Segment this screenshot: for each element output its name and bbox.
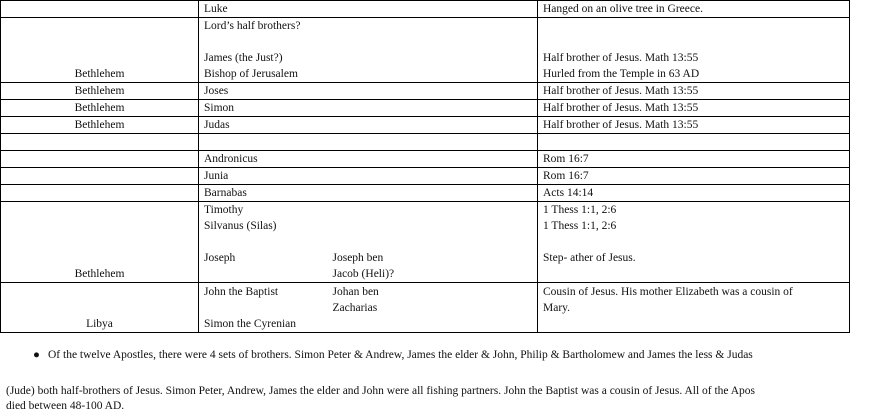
alt-name-cell [328,134,538,151]
table-row [1,283,850,333]
name-line [204,266,328,282]
note-line: Hanged on an olive tree in Greece. [543,3,703,15]
name-cell [199,83,328,100]
table-row [1,151,850,168]
name-cell [199,202,328,283]
note-cell [538,117,850,134]
name-line: Bishop of Jerusalem [204,68,298,80]
apostles-bullet [0,347,880,363]
alt-name-line: Jacob (Heli)? [332,268,395,280]
name-line: Joses [204,85,229,97]
note-line: Half brother of Jesus. Math 13:55 [543,119,699,131]
table-row [1,83,850,100]
name-cell [199,1,328,18]
table-row [1,18,850,83]
note-cell [538,283,850,333]
note-line [543,34,849,50]
paragraph-line: died between 48-100 AD. [6,400,125,412]
alt-name-cell [328,151,538,168]
name-line [204,134,328,150]
alt-name-line [333,202,538,218]
name-line [204,234,328,250]
alt-name-cell [328,83,538,100]
note-line: Rom 16:7 [543,170,589,182]
note-line [543,234,849,250]
alt-name-cell [328,283,538,333]
place-cell [1,185,199,202]
name-line: Luke [204,3,228,15]
alt-name-cell [328,117,538,134]
name-cell [199,100,328,117]
place-label: Bethlehem [74,102,125,114]
place-cell [1,83,199,100]
bullet-icon: ● [33,349,40,361]
place-label: Bethlehem [74,85,125,97]
note-line: Step- ather of Jesus. [543,252,636,264]
place-label: Bethlehem [74,268,125,280]
note-cell [538,168,850,185]
name-line: Judas [204,119,230,131]
alt-name-line: Joseph ben [332,252,384,264]
name-line: Lord’s half brothers? [204,20,301,32]
place-cell [1,202,199,283]
alt-name-cell [328,202,538,283]
note-cell [538,185,850,202]
table-row [1,117,850,134]
alt-name-line: Johan ben [332,286,379,298]
name-line: Simon [204,102,235,114]
place-label: Bethlehem [74,119,125,131]
table-row [1,168,850,185]
note-cell [538,100,850,117]
note-cell [538,134,850,151]
alt-name-line: Zacharias [332,302,378,314]
note-line: Half brother of Jesus. Math 13:55 [543,85,699,97]
name-cell [199,18,328,83]
place-label: Libya [86,318,113,330]
name-line: James (the Just?) [204,52,283,64]
note-line: Hurled from the Temple in 63 AD [543,68,700,80]
note-cell [538,202,850,283]
place-cell [1,18,199,83]
note-line: Cousin of Jesus. His mother Elizabeth was a cousin of [543,286,793,298]
note-line [543,316,849,332]
name-line: Junia [204,170,229,182]
name-cell [199,283,328,333]
name-line [204,300,328,316]
place-cell [1,1,199,18]
people-table-body [1,1,850,333]
alt-name-cell [328,18,538,83]
summary-paragraph [6,384,880,414]
note-cell [538,83,850,100]
note-line [543,18,849,34]
place-label: Bethlehem [74,68,125,80]
place-cell [1,151,199,168]
alt-name-line [333,234,538,250]
place-cell [1,117,199,134]
alt-name-line [333,218,538,234]
name-cell [199,117,328,134]
name-line: Joseph [204,252,236,264]
place-cell [1,168,199,185]
name-line: Simon the Cyrenian [204,318,296,330]
place-cell [1,283,199,333]
bullet-text: Of the twelve Apostles, there were 4 sets of brothers. Simon Peter & Andrew, James the elder & John, Philip & Bartholomew and James the less & Judas [48,349,753,361]
alt-name-line [333,316,538,332]
paragraph-line: (Jude) both half-brothers of Jesus. Simon Peter, Andrew, James the elder and John were all fishing partners. John the Baptist was a cousin of Jesus. All of the Apos [6,385,756,397]
name-cell [199,185,328,202]
alt-name-cell [328,1,538,18]
table-row [1,202,850,283]
note-cell [538,1,850,18]
note-line: 1 Thess 1:1, 2:6 [543,204,617,216]
note-line [543,266,849,282]
note-line [543,134,849,150]
name-line: Andronicus [204,153,258,165]
table-row [1,134,850,151]
note-cell [538,151,850,168]
note-line: Half brother of Jesus. Math 13:55 [543,102,699,114]
alt-name-cell [328,168,538,185]
name-line: John the Baptist [204,286,279,298]
place-cell [1,134,199,151]
alt-name-cell [328,100,538,117]
name-line [204,34,328,50]
note-line: Rom 16:7 [543,153,589,165]
name-cell [199,134,328,151]
name-line: Barnabas [204,187,247,199]
note-line: 1 Thess 1:1, 2:6 [543,220,617,232]
name-line: Timothy [204,204,244,216]
note-cell [538,18,850,83]
note-line: Acts 14:14 [543,187,594,199]
alt-name-cell [328,185,538,202]
note-line: Mary. [543,302,571,314]
place-cell [1,100,199,117]
table-row [1,1,850,18]
name-cell [199,168,328,185]
name-line: Silvanus (Silas) [204,220,277,232]
table-row [1,100,850,117]
table-row [1,185,850,202]
note-line: Half brother of Jesus. Math 13:55 [543,52,699,64]
name-cell [199,151,328,168]
